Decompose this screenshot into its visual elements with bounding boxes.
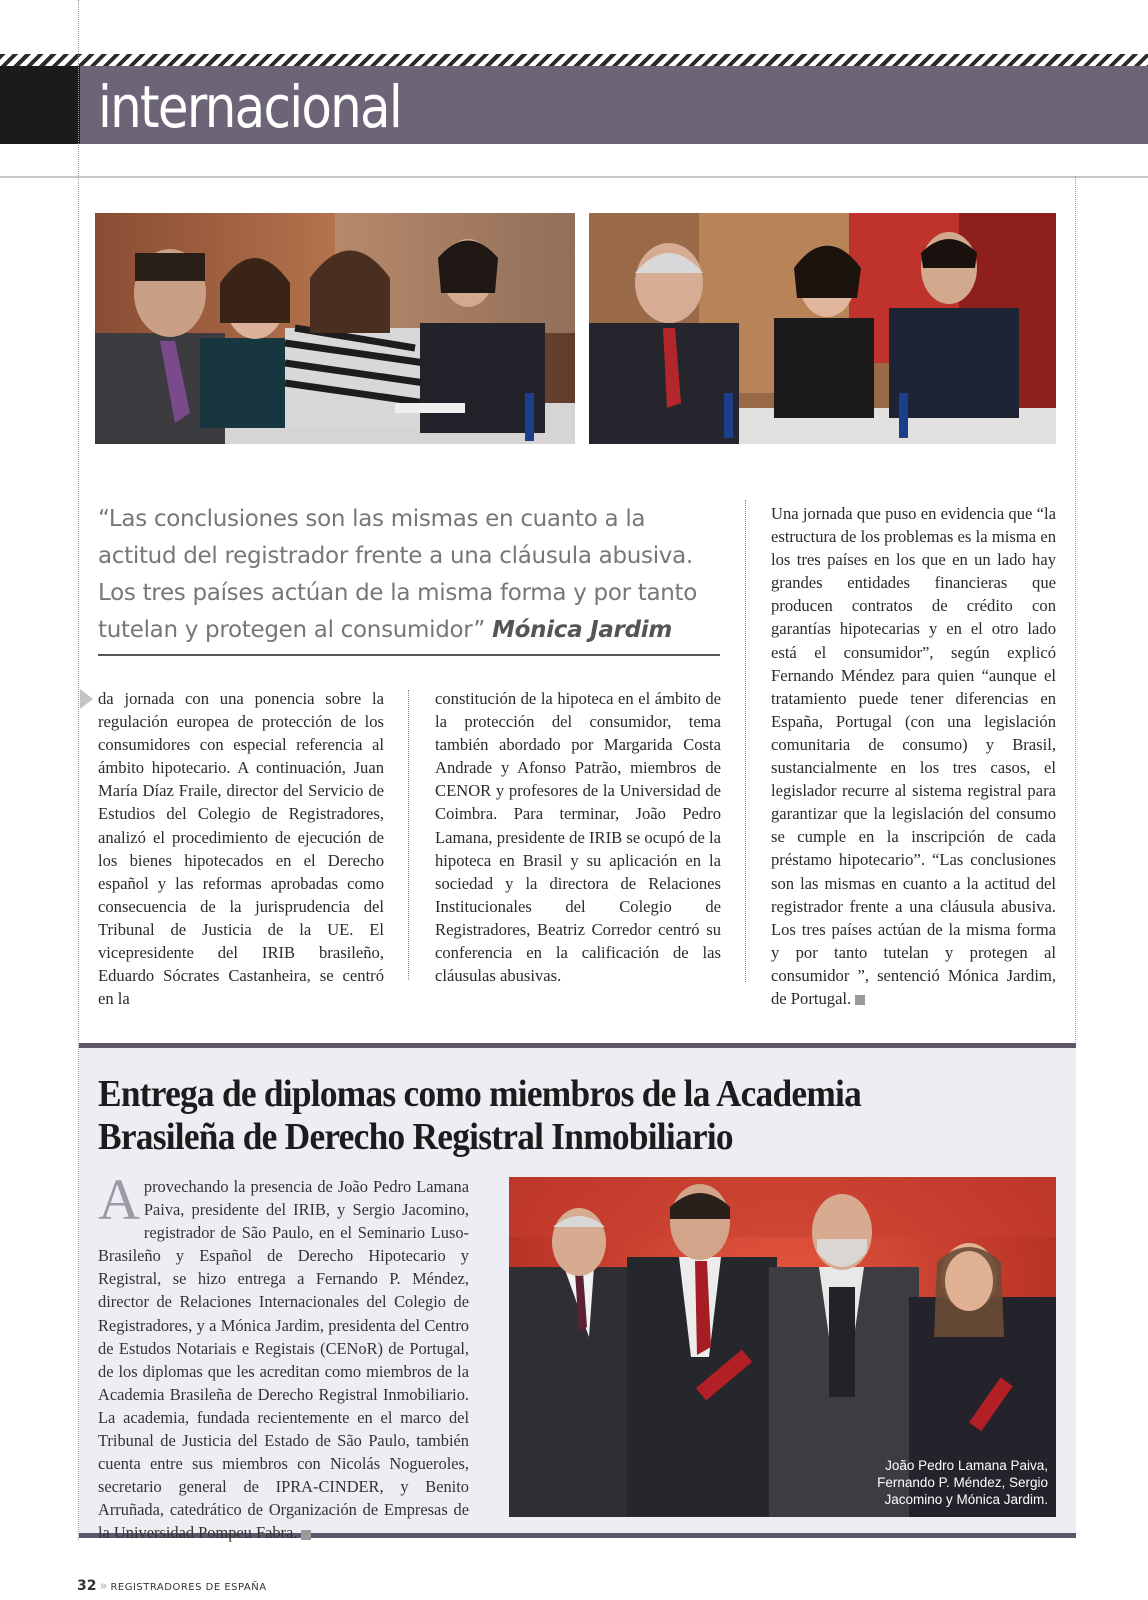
page-number: 32 — [77, 1578, 97, 1594]
box-body — [98, 1167, 469, 1545]
article-column-3-text: Una jornada que puso en evidencia que “la estructura de los problemas es la misma en los tres países en los que en un lado hay grandes entidades financieras que producen contratos de crédito con garantías hipotecarias y en el otro lado está el consumidor”, según explicó Fernando Méndez para quien “aunque el tratamiento puede tener diferencias en España, Portugal (con una legislación comunitaria de consumo) y Brasil, sustancialmente en los tres casos, el legislador recurre al sistema registral para garantizar que la legislación del consumo se cumple en la inscripción de cada préstamo hipotecario”. “Las conclusiones son las mismas en cuanto a la actitud del registrador frente a una cláusula abusiva. Los tres países actúan de la misma forma y por tanto tutelan y protegen al consumidor ”, sentenció Mónica Jardim, de Portugal. — [771, 504, 1056, 1008]
meeting-photo-left — [95, 213, 575, 444]
pull-quote-rule — [98, 654, 720, 656]
column-separator — [745, 500, 746, 982]
box-body-text: provechando la presencia de João Pedro Lamana Paiva, presidente del IRIB, y Sergio Jacomino, registrador de São Paulo, en el Seminario Luso-Brasileño y Español de Derecho Hipotecario y Registral, se hizo entrega a Fernando P. Méndez, director de Relaciones Internacionales del Colegio de Registradores, y a Mónica Jardim, presidenta del Centro de Estudos Notariais e Registais (CENoR) de Portugal, de los diplomas que les acreditan como miembros de la Academia Brasileña de Derecho Registral Inmobiliario. La academia, fundada recientemente en el marco del Tribunal de Justicia del Estado de São Paulo, también cuenta entre sus miembros con Nicolás Nogueroles, secretario general de IPRA-CINDER, y Benito Arruñada, catedrático de Organización de Empresas de la Universidad Pompeu Fabra. — [98, 1177, 469, 1543]
column-separator — [408, 690, 409, 980]
header-divider — [0, 176, 1148, 178]
drop-cap: A — [98, 1167, 140, 1232]
magazine-name: REGISTRADORES DE ESPAÑA — [110, 1582, 267, 1593]
box-top-border — [79, 1043, 1076, 1048]
caption-line: João Pedro Lamana Paiva, — [885, 1458, 1048, 1473]
caption-line: Jacomino y Mónica Jardim. — [884, 1492, 1048, 1507]
article-column-3 — [771, 502, 1056, 1010]
pull-quote — [98, 501, 728, 649]
article-column-2: constitución de la hipoteca en el ámbito de la protección del consumidor, tema también abordado por Margarida Costa Andrade y Afonso Patrão, miembros de CENOR y profesores de la Universidad de Coimbra. Para terminar, João Pedro Lamana, presidente de IRIB se ocupó de la hipoteca en Brasil y su aplicación en la sociedad y la directora de Relaciones Institucionales del Colegio de Registradores, Beatriz Corredor centró su conferencia en la calificación de las cláusulas abusivas. — [435, 689, 721, 986]
box-headline: Entrega de diplomas como miembros de la Academia Brasileña de Derecho Registral Inmobiliario — [98, 1073, 862, 1158]
meeting-photo-right — [589, 213, 1056, 444]
page-footer — [77, 1578, 267, 1594]
article-column-1: da jornada con una ponencia sobre la regulación europea de protección de los consumidores con especial referencia al ámbito hipotecario. A continuación, Juan María Díaz Fraile, director del Servicio de Estudios del Colegio de Registradores, analizó el procedimiento de ejecución de los bienes hipotecados en el Derecho español y las reformas aprobadas como consecuencia de la jurisprudencia del Tribunal de Justicia de la UE. El vicepresidente del IRIB brasileño, Eduardo Sócrates Castanheira, se centró en la — [98, 689, 384, 1009]
section-title: internacional — [98, 73, 402, 141]
continuation-arrow-icon — [80, 689, 93, 709]
header-hatch-stripe — [0, 54, 1148, 66]
caption-line: Fernando P. Méndez, Sergio — [877, 1475, 1048, 1490]
end-mark-icon — [301, 1530, 311, 1540]
right-dotted-guide — [1075, 176, 1076, 1056]
photo-caption — [820, 1457, 1048, 1508]
end-mark-icon — [855, 995, 865, 1005]
pull-quote-author: Mónica Jardim — [492, 617, 673, 643]
pull-quote-text: “Las conclusiones son las mismas en cuanto a la actitud del registrador frente a una cláusula abusiva. Los tres países actúan de la misma forma y por tanto tutelan y protegen al consumidor” — [98, 506, 698, 643]
footer-separator-icon: » — [99, 1579, 108, 1594]
header-black-tab — [0, 66, 80, 144]
